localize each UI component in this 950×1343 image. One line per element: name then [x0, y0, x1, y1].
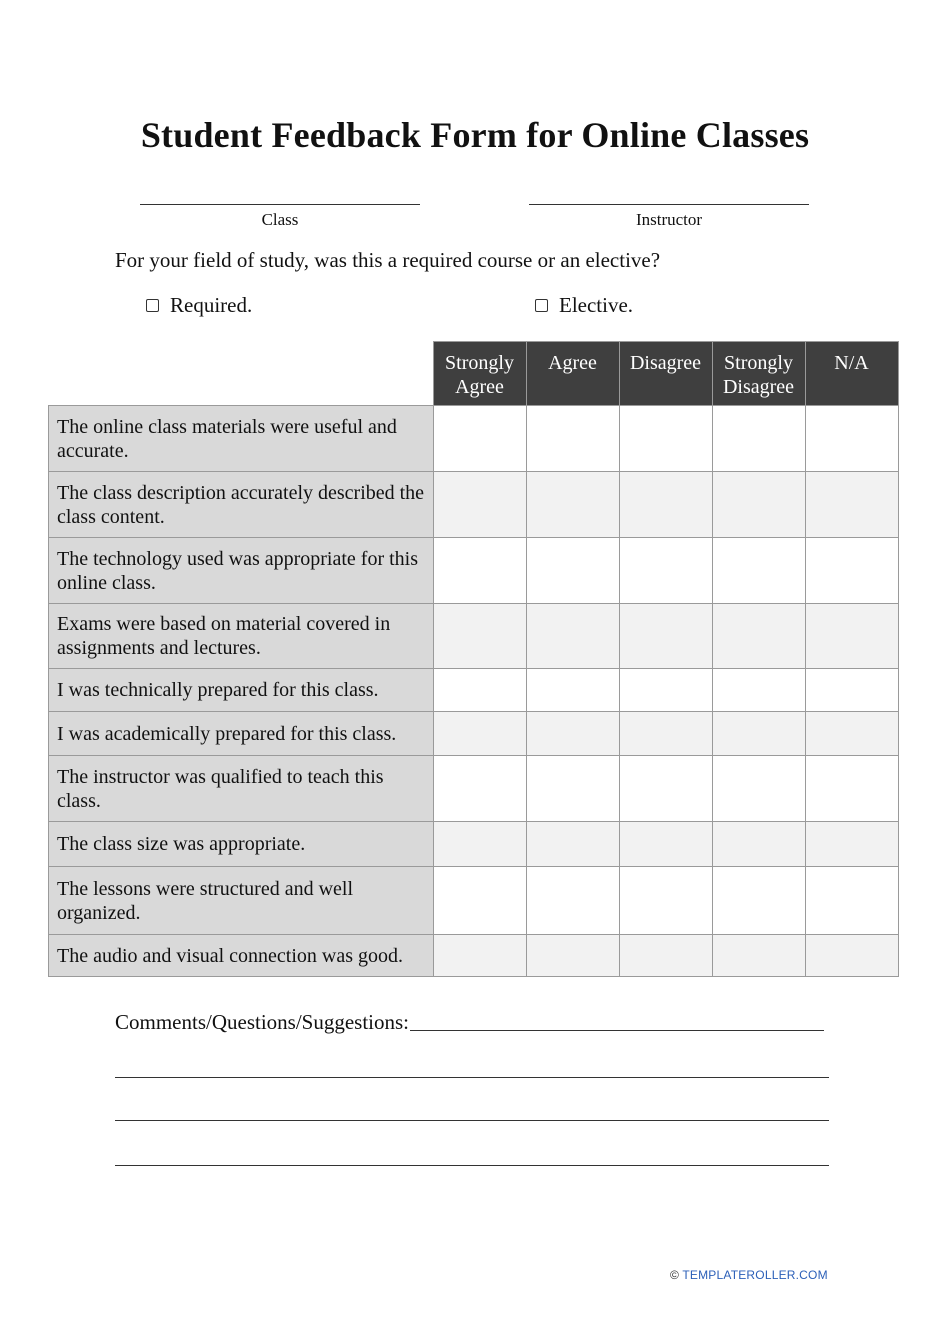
- rating-cell[interactable]: [619, 669, 712, 712]
- rating-cell[interactable]: [805, 669, 898, 712]
- row-statement: The technology used was appropriate for this online class.: [49, 538, 434, 604]
- table-row: [49, 756, 899, 822]
- rating-cell[interactable]: [433, 604, 526, 669]
- rating-cell[interactable]: [712, 669, 805, 712]
- rating-cell[interactable]: [805, 712, 898, 756]
- required-checkbox[interactable]: [146, 299, 159, 312]
- option-required-label: Required.: [170, 293, 253, 317]
- rating-cell[interactable]: [805, 406, 898, 472]
- feedback-table: [48, 341, 899, 977]
- comments-label: Comments/Questions/Suggestions:: [115, 1010, 410, 1034]
- copyright-symbol: ©: [670, 1268, 680, 1282]
- table-row: [49, 538, 899, 604]
- rating-cell[interactable]: [805, 756, 898, 822]
- rating-cell[interactable]: [712, 406, 805, 472]
- rating-cell[interactable]: [712, 538, 805, 604]
- comments-line[interactable]: [115, 1106, 829, 1121]
- rating-cell[interactable]: [526, 472, 619, 538]
- rating-cell[interactable]: [619, 472, 712, 538]
- row-statement: The online class materials were useful and accurate.: [49, 406, 434, 472]
- table-row: [49, 406, 899, 472]
- row-statement: The audio and visual connection was good.: [49, 935, 434, 977]
- class-field[interactable]: [140, 190, 420, 205]
- rating-cell[interactable]: [526, 669, 619, 712]
- rating-cell[interactable]: [619, 822, 712, 867]
- rating-cell[interactable]: [712, 472, 805, 538]
- rating-cell[interactable]: [805, 604, 898, 669]
- row-statement: The class size was appropriate.: [49, 822, 434, 867]
- rating-cell[interactable]: [433, 867, 526, 935]
- option-elective-label: Elective.: [559, 293, 634, 317]
- table-row: [49, 669, 899, 712]
- rating-cell[interactable]: [526, 756, 619, 822]
- comments-field[interactable]: [410, 1016, 824, 1031]
- rating-cell[interactable]: [433, 538, 526, 604]
- rating-cell[interactable]: [805, 822, 898, 867]
- table-header-row: [49, 342, 899, 406]
- class-label: Class: [261, 210, 299, 229]
- rating-cell[interactable]: [619, 867, 712, 935]
- rating-cell[interactable]: [433, 935, 526, 977]
- rating-cell[interactable]: [712, 604, 805, 669]
- rating-cell[interactable]: [619, 935, 712, 977]
- rating-cell[interactable]: [712, 935, 805, 977]
- row-statement: The lessons were structured and well organized.: [49, 867, 434, 935]
- page-title: Student Feedback Form for Online Classes: [140, 115, 810, 155]
- rating-cell[interactable]: [712, 712, 805, 756]
- rating-cell[interactable]: [526, 712, 619, 756]
- column-header: Strongly Agree: [433, 342, 526, 406]
- option-elective[interactable]: [535, 293, 633, 318]
- rating-cell[interactable]: [433, 822, 526, 867]
- column-header: Agree: [526, 342, 619, 406]
- rating-cell[interactable]: [619, 406, 712, 472]
- table-row: [49, 822, 899, 867]
- column-header: N/A: [805, 342, 898, 406]
- table-row: [49, 472, 899, 538]
- rating-cell[interactable]: [433, 712, 526, 756]
- rating-cell[interactable]: [712, 867, 805, 935]
- row-statement: The instructor was qualified to teach this class.: [49, 756, 434, 822]
- table-row: [49, 935, 899, 977]
- row-statement: I was technically prepared for this class.: [49, 669, 434, 712]
- row-statement: I was academically prepared for this class.: [49, 712, 434, 756]
- rating-cell[interactable]: [712, 822, 805, 867]
- rating-cell[interactable]: [526, 604, 619, 669]
- instructor-label: Instructor: [635, 210, 703, 229]
- rating-cell[interactable]: [805, 935, 898, 977]
- rating-cell[interactable]: [526, 538, 619, 604]
- rating-cell[interactable]: [433, 472, 526, 538]
- row-statement: Exams were based on material covered in assignments and lectures.: [49, 604, 434, 669]
- comments-line[interactable]: [115, 1063, 829, 1078]
- rating-cell[interactable]: [526, 822, 619, 867]
- rating-cell[interactable]: [619, 604, 712, 669]
- rating-cell[interactable]: [526, 406, 619, 472]
- instructor-field[interactable]: [529, 190, 809, 205]
- rating-cell[interactable]: [526, 867, 619, 935]
- rating-cell[interactable]: [619, 538, 712, 604]
- rating-cell[interactable]: [526, 935, 619, 977]
- rating-cell[interactable]: [805, 538, 898, 604]
- table-row: [49, 867, 899, 935]
- column-header: Strongly Disagree: [712, 342, 805, 406]
- rating-cell[interactable]: [805, 867, 898, 935]
- comments-line[interactable]: [115, 1151, 829, 1166]
- rating-cell[interactable]: [805, 472, 898, 538]
- table-row: [49, 604, 899, 669]
- rating-cell[interactable]: [619, 756, 712, 822]
- table-row: [49, 712, 899, 756]
- row-statement: The class description accurately described the class content.: [49, 472, 434, 538]
- course-type-question: For your field of study, was this a required course or an elective?: [115, 248, 661, 272]
- rating-cell[interactable]: [619, 712, 712, 756]
- header-spacer: [49, 342, 434, 406]
- rating-cell[interactable]: [433, 669, 526, 712]
- column-header: Disagree: [619, 342, 712, 406]
- rating-cell[interactable]: [433, 756, 526, 822]
- option-required[interactable]: [146, 293, 252, 318]
- footer-credit: [670, 1268, 828, 1282]
- elective-checkbox[interactable]: [535, 299, 548, 312]
- footer-link[interactable]: TEMPLATEROLLER.COM: [682, 1268, 828, 1282]
- rating-cell[interactable]: [712, 756, 805, 822]
- rating-cell[interactable]: [433, 406, 526, 472]
